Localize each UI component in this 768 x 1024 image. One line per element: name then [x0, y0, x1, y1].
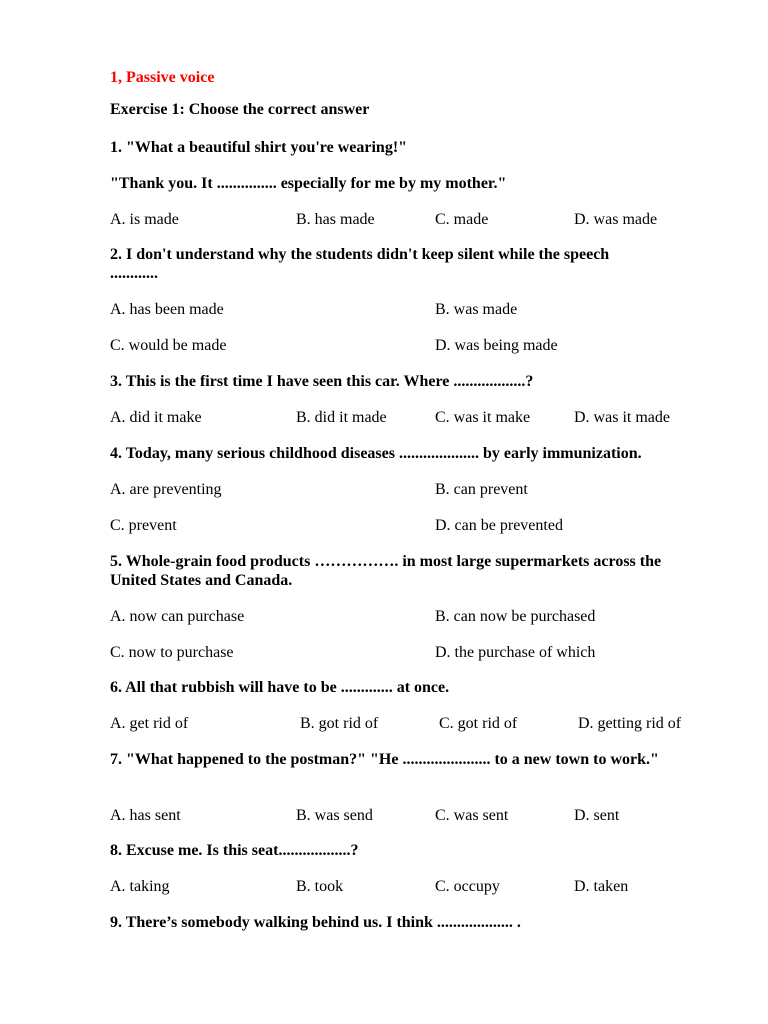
- question-5-option-d[interactable]: D. the purchase of which: [435, 644, 596, 661]
- question-8-option-c[interactable]: C. occupy: [435, 878, 500, 895]
- question-7-stem: 7. "What happened to the postman?" "He ...................... to a new town to work.": [110, 751, 659, 768]
- question-3-option-c[interactable]: C. was it make: [435, 409, 531, 426]
- question-1-stem-line-2: "Thank you. It ............... especially for me by my mother.": [110, 175, 507, 192]
- question-4-option-a[interactable]: A. are preventing: [110, 481, 222, 498]
- question-5-option-c[interactable]: C. now to purchase: [110, 644, 234, 661]
- question-4-option-d[interactable]: D. can be prevented: [435, 517, 563, 534]
- question-8-option-d[interactable]: D. taken: [574, 878, 629, 895]
- question-8-option-a[interactable]: A. taking: [110, 878, 170, 895]
- question-4-stem: 4. Today, many serious childhood diseases .................... by early immunization.: [110, 445, 642, 462]
- question-9-stem: 9. There’s somebody walking behind us. I think ................... .: [110, 914, 521, 931]
- question-1-option-a[interactable]: A. is made: [110, 211, 179, 228]
- question-7-option-a[interactable]: A. has sent: [110, 807, 181, 824]
- question-5-stem: 5. Whole-grain food products ……………. in most large supermarkets across the United States and Canada.: [110, 553, 662, 589]
- question-7-option-b[interactable]: B. was send: [296, 807, 373, 824]
- question-3-stem: 3. This is the first time I have seen this car. Where ..................?: [110, 373, 534, 390]
- question-2-option-d[interactable]: D. was being made: [435, 337, 558, 354]
- question-8-stem: 8. Excuse me. Is this seat..................?: [110, 842, 359, 859]
- question-2-stem: 2. I don't understand why the students didn't keep silent while the speech ............: [110, 246, 610, 282]
- question-3-option-a[interactable]: A. did it make: [110, 409, 202, 426]
- question-4-option-b[interactable]: B. can prevent: [435, 481, 528, 498]
- question-7-option-c[interactable]: C. was sent: [435, 807, 509, 824]
- question-1-option-b[interactable]: B. has made: [296, 211, 375, 228]
- question-8-option-b[interactable]: B. took: [296, 878, 344, 895]
- question-1-option-d[interactable]: D. was made: [574, 211, 658, 228]
- question-6-option-d[interactable]: D. getting rid of: [578, 715, 682, 732]
- question-7-option-d[interactable]: D. sent: [574, 807, 620, 824]
- question-5-option-a[interactable]: A. now can purchase: [110, 608, 245, 625]
- exercise-title: Exercise 1: Choose the correct answer: [110, 101, 370, 118]
- section-title: 1, Passive voice: [110, 69, 215, 86]
- question-2-option-a[interactable]: A. has been made: [110, 301, 224, 318]
- question-4-option-c[interactable]: C. prevent: [110, 517, 177, 534]
- question-3-option-b[interactable]: B. did it made: [296, 409, 387, 426]
- question-3-option-d[interactable]: D. was it made: [574, 409, 670, 426]
- question-1-stem: 1. "What a beautiful shirt you're wearing!": [110, 139, 408, 156]
- question-5-option-b[interactable]: B. can now be purchased: [435, 608, 596, 625]
- question-6-stem: 6. All that rubbish will have to be ............. at once.: [110, 679, 450, 696]
- question-1-option-c[interactable]: C. made: [435, 211, 489, 228]
- question-2-option-c[interactable]: C. would be made: [110, 337, 227, 354]
- question-6-option-c[interactable]: C. got rid of: [439, 715, 518, 732]
- question-6-option-a[interactable]: A. get rid of: [110, 715, 189, 732]
- question-2-option-b[interactable]: B. was made: [435, 301, 518, 318]
- question-6-option-b[interactable]: B. got rid of: [300, 715, 379, 732]
